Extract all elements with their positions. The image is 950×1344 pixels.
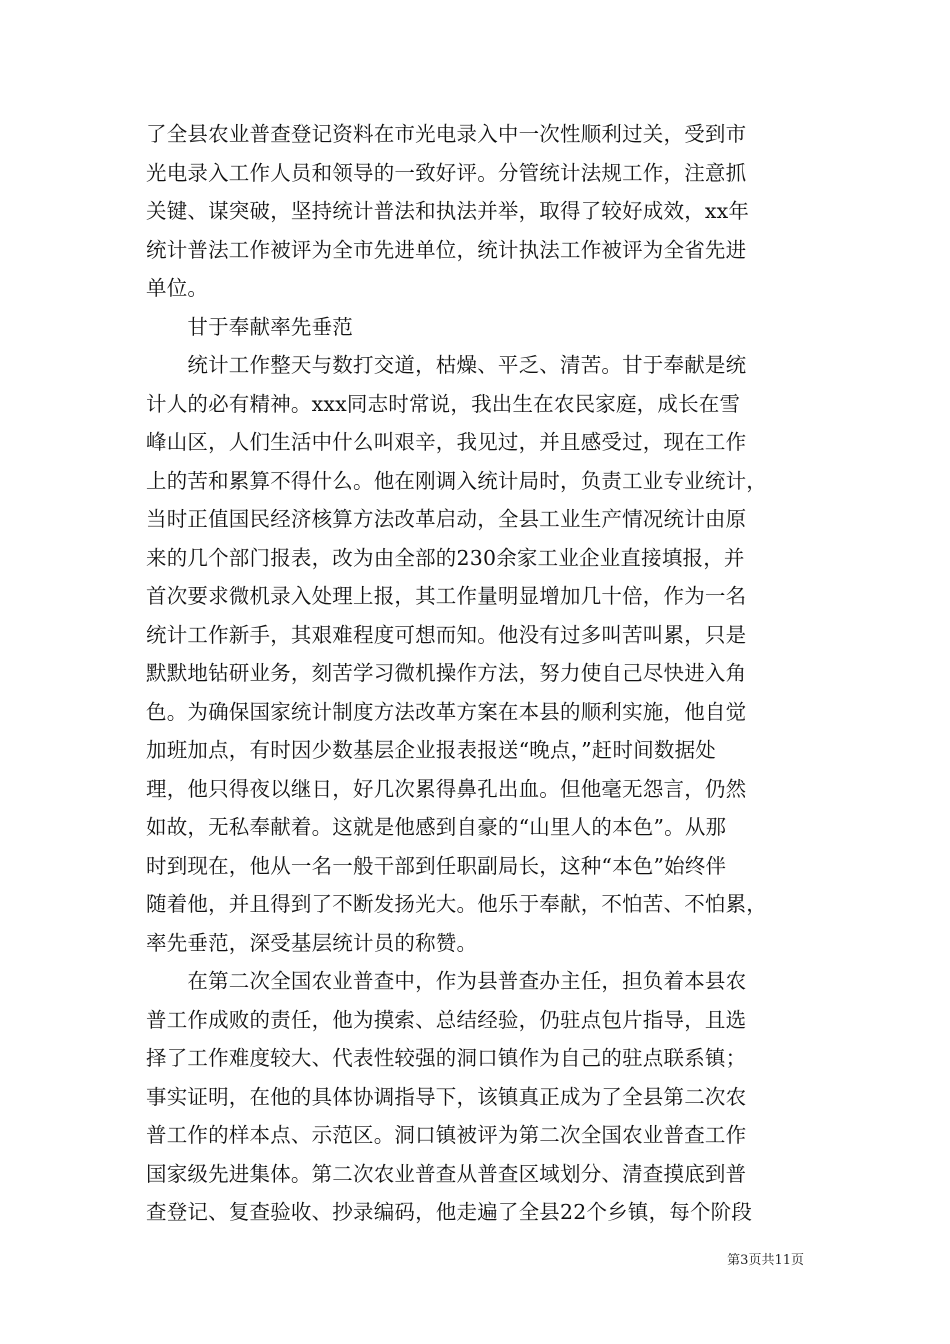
text-line: 了全县农业普查登记资料在市光电录入中一次性顺利过关，受到市: [146, 122, 747, 146]
text-line: 光电录入工作人员和领导的一致好评。分管统计法规工作，注意抓: [146, 160, 747, 185]
text-line: 率先垂范，深受基层统计员的称赞。: [146, 930, 478, 955]
text-line: 查登记、复查验收、抄录编码，他走遍了全县22个乡镇，每个阶段: [146, 1200, 753, 1224]
text-line: 普工作成败的责任，他为摸索、总结经验，仍驻点包片指导，且选: [146, 1007, 747, 1032]
text-line: 时到现在，他从一名一般干部到任职副局长，这种“本色”始终伴: [146, 853, 727, 878]
text-line: 国家级先进集体。第二次农业普查从普查区域划分、清查摸底到普: [146, 1161, 747, 1186]
text-line: 当时正值国民经济核算方法改革启动，全县工业生产情况统计由原: [146, 507, 747, 531]
text-line: 统计工作新手，其艰难程度可想而知。他没有过多叫苦叫累，只是: [146, 622, 747, 647]
text-line: 单位。: [146, 276, 209, 300]
text-line: 理，他只得夜以继日，好几次累得鼻孔出血。但他毫无怨言，仍然: [146, 776, 747, 801]
text-line: 在第二次全国农业普查中，作为县普查办主任，担负着本县农: [146, 969, 747, 993]
text-line: 择了工作难度较大、代表性较强的洞口镇作为自己的驻点联系镇；: [146, 1046, 747, 1070]
text-line: 色。为确保国家统计制度方法改革方案在本县的顺利实施，他自觉: [146, 699, 747, 724]
text-line: 统计普法工作被评为全市先进单位，统计执法工作被评为全省先进: [146, 237, 747, 262]
page-footer: [0, 1249, 950, 1268]
text-line: 计人的必有精神。xxx同志时常说，我出生在农民家庭，成长在雪: [146, 391, 741, 416]
text-line: 加班加点，有时因少数基层企业报表报送“晚点，”赶时间数据处: [146, 738, 717, 762]
text-line: 普工作的样本点、示范区。洞口镇被评为第二次全国农业普查工作: [146, 1123, 747, 1147]
text-line: 随着他，并且得到了不断发扬光大。他乐于奉献，不怕苦、不怕累，: [146, 892, 767, 916]
text-line: 默默地钻研业务，刻苦学习微机操作方法，努力使自己尽快进入角: [146, 661, 747, 685]
text-line: 首次要求微机录入处理上报，其工作量明显增加几十倍，作为一名: [146, 584, 747, 608]
text-line: 峰山区，人们生活中什么叫艰辛，我见过，并且感受过，现在工作: [146, 430, 747, 454]
text-line: 事实证明，在他的具体协调指导下，该镇真正成为了全县第二次农: [146, 1084, 747, 1109]
text-line: 关键、谋突破，坚持统计普法和执法并举，取得了较好成效，xx年: [146, 199, 750, 223]
page-number: 第3页共11页: [727, 1253, 804, 1268]
text-line: 如故，无私奉献着。这就是他感到自豪的“山里人的本色”。从那: [146, 815, 727, 839]
body-text: [146, 115, 836, 1232]
text-line: 统计工作整天与数打交道，枯燥、平乏、清苦。甘于奉献是统: [146, 353, 747, 377]
section-heading: 甘于奉献率先垂范: [146, 314, 353, 339]
text-line: 来的几个部门报表，改为由全部的230余家工业企业直接填报，并: [146, 545, 745, 570]
text-line: 上的苦和累算不得什么。他在刚调入统计局时，负责工业专业统计，: [146, 468, 767, 493]
